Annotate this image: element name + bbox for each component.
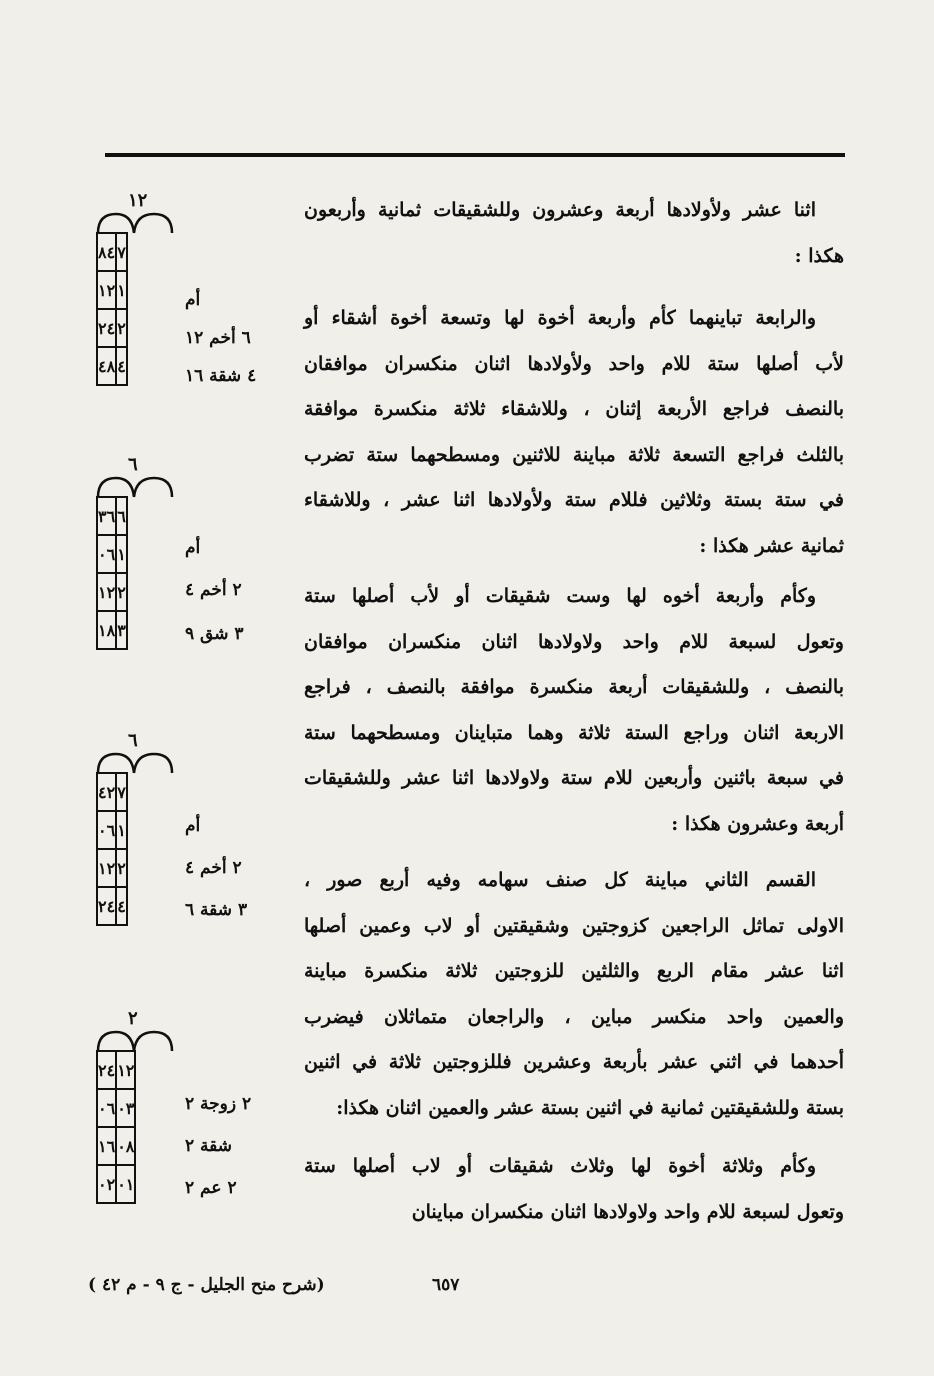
grid-cell: ٣: [116, 611, 127, 649]
text-line: والرابعة تباينهما كأم وأربعة أخوة لها وتسعة أخوة أشقاء أو: [304, 307, 816, 329]
paragraph-3: [304, 574, 844, 847]
grid-row: [97, 887, 127, 925]
grid-cell: ٠٣: [116, 1089, 135, 1127]
grid-cell: ٢: [116, 309, 127, 347]
heir-label: أم: [185, 290, 201, 310]
text-line: بالنصف فراجع الأربعة إثنان ، وللاشقاء ثلاثة منكسرة موافقة: [304, 398, 844, 420]
fraction-grid: [96, 772, 128, 926]
text-line: وكأم وثلاثة أخوة لها وثلاث شقيقات أو لاب أصلها ستة: [304, 1155, 816, 1177]
text-line: وكأم وأربعة أخوه لها وست شقيقات أو لأب أصلها ستة: [304, 585, 816, 607]
grid-cell: ١٢: [97, 271, 116, 309]
paragraph-1: [304, 188, 844, 279]
table-arch: [96, 210, 176, 234]
grid-cell: ٤: [116, 347, 127, 385]
text-line: بستة وللشقيقتين ثمانية في اثنين بستة عشر والعمين اثنان هكذا:: [336, 1096, 844, 1119]
grid-cell: ٢: [116, 849, 127, 887]
text-line: اثنا عشر مقام الربع والثلثين للزوجتين ثلاثة منكسرة مباينة: [304, 960, 844, 982]
grid-row: [97, 1051, 135, 1089]
text-line: ثمانية عشر هكذا :: [699, 534, 844, 557]
grid-row: [97, 1127, 135, 1165]
fraction-grid: [96, 232, 128, 386]
text-line: اثنا عشر ولأولادها أربعة وعشرون وللشقيقات ثمانية وأربعون: [304, 199, 816, 221]
heir-label: أم: [185, 538, 201, 558]
heir-label: ٢ أخم ٤: [185, 858, 242, 878]
grid-cell: ١: [116, 535, 127, 573]
grid-cell: ٢٤: [97, 887, 116, 925]
text-line: في سبعة باثنين وأربعين للام ستة ولاولادها اثنا عشر وللشقيقات: [304, 767, 844, 789]
grid-cell: ٠٢: [97, 1165, 116, 1203]
grid-row: [97, 1089, 135, 1127]
grid-cell: ٦: [116, 497, 127, 535]
table-head-number: ٢: [128, 1008, 138, 1029]
grid-cell: ١٢: [97, 573, 116, 611]
heir-label: ٢ عم ٢: [185, 1178, 237, 1198]
grid-cell: ٧: [116, 773, 127, 811]
heir-label: ٢ زوجة ٢: [185, 1094, 252, 1114]
grid-cell: ٢٤: [97, 1051, 116, 1089]
table-head-number: ١٢: [128, 190, 148, 211]
grid-cell: ٤٢: [97, 773, 116, 811]
grid-row: [97, 811, 127, 849]
grid-cell: ١٨: [97, 611, 116, 649]
paragraph-5: [304, 1144, 844, 1235]
page-number: ٦٥٧: [432, 1275, 460, 1295]
source-citation: (شرح منح الجليل - ج ٩ - م ٤٢ ): [88, 1275, 325, 1295]
grid-cell: ١٢: [116, 1051, 135, 1089]
fraction-grid: [96, 496, 128, 650]
grid-cell: ٢٤: [97, 309, 116, 347]
text-line: الاولى تماثل الراجعين كزوجتين وشقيقتين أو لاب وعمين أصلها: [304, 914, 844, 937]
grid-cell: ٤٨: [97, 347, 116, 385]
header-rule: [105, 153, 845, 157]
text-line: الاربعة اثنان وراجع الستة ثلاثة وهما متباينان ومسطحهما ستة: [304, 721, 844, 744]
fraction-grid: [96, 1050, 136, 1204]
grid-cell: ١٢: [97, 849, 116, 887]
grid-row: [97, 497, 127, 535]
grid-cell: ٧: [116, 233, 127, 271]
text-line: والعمين واحد منكسر مباين ، والراجعان متماثلان فيضرب: [304, 1005, 844, 1028]
text-line: أربعة وعشرون هكذا :: [671, 812, 844, 835]
grid-cell: ٤: [116, 887, 127, 925]
grid-row: [97, 773, 127, 811]
grid-cell: ٠٦: [97, 811, 116, 849]
table-arch: [96, 750, 176, 774]
heir-label: أم: [185, 816, 201, 836]
paragraph-2: [304, 296, 844, 569]
text-line: بالنصف ، وللشقيقات أربعة منكسرة موافقة بالنصف ، فراجع: [304, 676, 844, 698]
table-head-number: ٦: [128, 454, 138, 475]
text-line: بالثلث فراجع التسعة ثلاثة مباينة للاثنين ومسطحهما ستة تضرب: [304, 443, 844, 466]
grid-row: [97, 347, 127, 385]
grid-cell: ٠٨: [116, 1127, 135, 1165]
paragraph-4: [304, 858, 844, 1131]
grid-row: [97, 233, 127, 271]
grid-cell: ٨٤: [97, 233, 116, 271]
text-line: وتعول لسبعة للام واحد ولاولادها اثنان منكسران مباينان: [411, 1200, 844, 1223]
text-line: هكذا :: [794, 244, 844, 267]
grid-row: [97, 849, 127, 887]
grid-row: [97, 573, 127, 611]
grid-cell: ١٦: [97, 1127, 116, 1165]
grid-cell: ٣٦: [97, 497, 116, 535]
text-line: وتعول لسبعة للام واحد ولاولادها اثنان منكسران موافقان: [304, 630, 844, 653]
grid-row: [97, 611, 127, 649]
grid-cell: ٠٦: [97, 1089, 116, 1127]
grid-cell: ١: [116, 811, 127, 849]
grid-cell: ٠٦: [97, 535, 116, 573]
grid-cell: ٢: [116, 573, 127, 611]
text-line: القسم الثاني مباينة كل صنف سهامه وفيه أربع صور ،: [304, 869, 816, 891]
heir-label: ٣ شقة ٦: [185, 900, 248, 920]
text-line: لأب أصلها ستة للام واحد ولأولادها اثنان منكسران موافقان: [304, 352, 844, 375]
grid-row: [97, 309, 127, 347]
table-arch: [96, 1028, 176, 1052]
grid-cell: ٠١: [116, 1165, 135, 1203]
grid-row: [97, 535, 127, 573]
heir-label: ٢ أخم ٤: [185, 580, 242, 600]
heir-label: ٣ شق ٩: [185, 624, 244, 644]
text-line: أحدهما في اثني عشر بأربعة وعشرين فللزوجتين ثلاثة في اثنين: [304, 1051, 844, 1073]
table-arch: [96, 474, 176, 498]
grid-row: [97, 271, 127, 309]
grid-cell: ١: [116, 271, 127, 309]
heir-label: شقة ٢: [185, 1136, 233, 1156]
heir-label: ٦ أخم ١٢: [185, 328, 251, 348]
grid-row: [97, 1165, 135, 1203]
text-line: في ستة بستة وثلاثين فللام ستة ولأولادها اثنا عشر ، وللاشقاء: [304, 489, 844, 511]
table-head-number: ٦: [128, 730, 138, 751]
heir-label: ٤ شقة ١٦: [185, 366, 257, 386]
